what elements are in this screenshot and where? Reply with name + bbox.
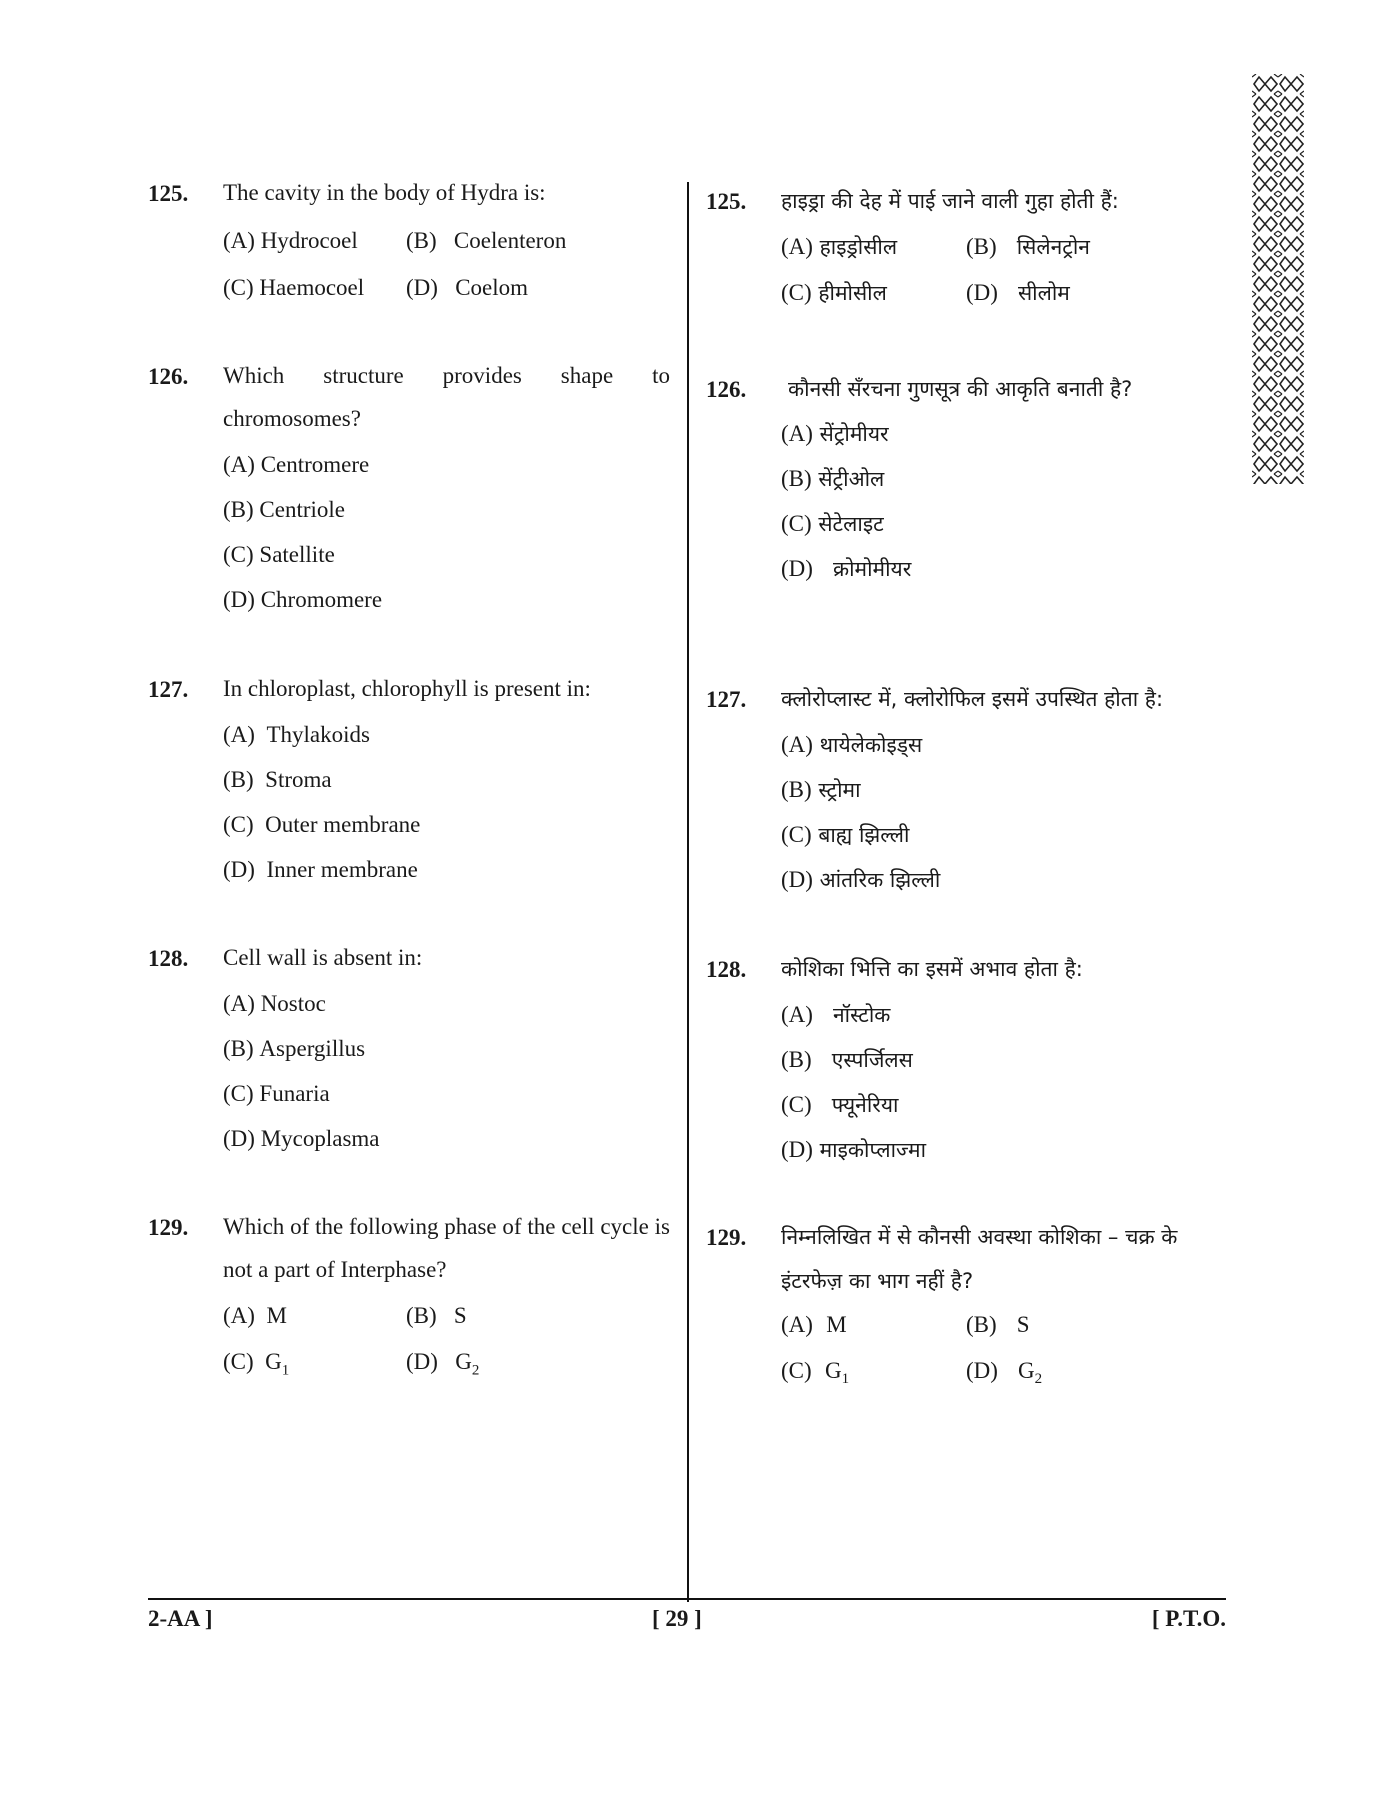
option-c bbox=[781, 821, 909, 849]
option-label: (D) bbox=[223, 587, 255, 612]
option-text: G bbox=[455, 1349, 472, 1374]
option-text: Mycoplasma bbox=[260, 1126, 380, 1151]
option-b bbox=[966, 233, 1090, 261]
option-c bbox=[781, 279, 887, 307]
option-label: (D) bbox=[781, 867, 813, 892]
option-text: Haemocoel bbox=[259, 275, 365, 300]
pto-label: [ P.T.O. bbox=[1151, 1606, 1226, 1631]
option-label: (B) bbox=[406, 1303, 437, 1328]
option-label: (A) bbox=[223, 228, 255, 253]
option-c bbox=[781, 1358, 849, 1388]
option-text: Coelenteron bbox=[453, 228, 567, 253]
option-text: M bbox=[266, 1303, 287, 1328]
booklet-code: 2-AA ] bbox=[148, 1606, 213, 1631]
option-label: (A) bbox=[781, 234, 813, 259]
option-label: (B) bbox=[223, 767, 254, 792]
option-label: (B) bbox=[223, 497, 254, 522]
question-text: कौनसी सँरचना गुणसूत्र की आकृति बनाती है? bbox=[788, 377, 1133, 401]
option-text: सीलोम bbox=[1017, 281, 1070, 305]
option-subscript: 2 bbox=[471, 1362, 480, 1379]
option-a bbox=[223, 991, 326, 1017]
option-c bbox=[223, 812, 420, 838]
option-label: (A) bbox=[781, 1002, 813, 1027]
option-a bbox=[781, 1001, 890, 1029]
option-label: (C) bbox=[223, 812, 254, 837]
question-text: हाइड्रा की देह में पाई जाने वाली गुहा होती हैं: bbox=[781, 189, 1119, 213]
question-text: कोशिका भित्ति का इसमें अभाव होता है: bbox=[781, 957, 1083, 981]
question-text: क्लोरोप्लास्ट में, क्लोरोफिल इसमें उपस्थित होता है: bbox=[781, 687, 1164, 711]
option-subscript: 1 bbox=[841, 1371, 850, 1388]
option-label: (D) bbox=[223, 1126, 255, 1151]
option-label: (D) bbox=[966, 1358, 998, 1383]
question-text: In chloroplast, chlorophyll is present in: bbox=[223, 676, 591, 701]
option-b bbox=[406, 1303, 467, 1329]
option-c bbox=[223, 1081, 330, 1107]
question-number: 126. bbox=[148, 364, 189, 389]
question-number: 127. bbox=[706, 687, 747, 712]
option-c bbox=[781, 1091, 898, 1119]
option-c bbox=[223, 542, 335, 568]
option-label: (A) bbox=[223, 1303, 255, 1328]
option-subscript: 2 bbox=[1034, 1371, 1043, 1388]
option-d bbox=[223, 1126, 380, 1152]
option-label: (D) bbox=[223, 857, 255, 882]
option-text: Thylakoids bbox=[266, 722, 370, 747]
option-label: (A) bbox=[781, 732, 813, 757]
option-d bbox=[781, 1136, 926, 1164]
option-text: हाइड्रोसील bbox=[819, 235, 898, 259]
option-a bbox=[223, 452, 369, 478]
question-text: The cavity in the body of Hydra is: bbox=[223, 180, 546, 205]
option-text: M bbox=[826, 1312, 847, 1337]
option-label: (D) bbox=[406, 275, 438, 300]
option-b bbox=[223, 497, 345, 523]
option-d bbox=[223, 587, 382, 613]
option-label: (B) bbox=[781, 777, 812, 802]
option-text: Aspergillus bbox=[259, 1036, 366, 1061]
question-text: निम्नलिखित में से कौनसी अवस्था कोशिका – चक्र के इंटरफेज़ का भाग नहीं है? bbox=[781, 1225, 1178, 1293]
question-text: Cell wall is absent in: bbox=[223, 945, 423, 970]
option-text: Stroma bbox=[265, 767, 332, 792]
option-label: (C) bbox=[223, 1349, 254, 1374]
option-a bbox=[781, 1312, 847, 1338]
option-text: Nostoc bbox=[260, 991, 326, 1016]
option-text: Centriole bbox=[259, 497, 346, 522]
option-label: (B) bbox=[781, 466, 812, 491]
option-b bbox=[223, 1036, 365, 1062]
option-label: (A) bbox=[781, 1312, 813, 1337]
option-label: (D) bbox=[406, 1349, 438, 1374]
option-label: (A) bbox=[223, 991, 255, 1016]
option-text: बाह्य झिल्ली bbox=[818, 823, 910, 847]
option-text: Coelom bbox=[455, 275, 529, 300]
option-d bbox=[223, 857, 418, 883]
question-text: Which structure provides shape to chromosomes? bbox=[223, 363, 670, 431]
option-label: (C) bbox=[781, 1092, 812, 1117]
option-c bbox=[223, 275, 364, 301]
option-text: Satellite bbox=[259, 542, 335, 567]
option-label: (A) bbox=[781, 421, 813, 446]
option-text: G bbox=[1017, 1358, 1035, 1383]
option-text: थायेलेकोइड्स bbox=[819, 733, 923, 757]
option-text: फ्यूनेरिया bbox=[831, 1093, 899, 1117]
option-text: Chromomere bbox=[260, 587, 383, 612]
option-text: G bbox=[265, 1349, 282, 1374]
option-label: (D) bbox=[781, 1137, 813, 1162]
option-label: (D) bbox=[966, 280, 998, 305]
option-b bbox=[781, 465, 884, 493]
option-text: Funaria bbox=[259, 1081, 330, 1106]
option-label: (C) bbox=[781, 1358, 812, 1383]
option-d bbox=[406, 1349, 479, 1380]
question-number: 126. bbox=[706, 377, 747, 402]
option-text: सेंट्रोमीयर bbox=[819, 422, 889, 446]
option-d bbox=[781, 555, 911, 583]
option-label: (B) bbox=[406, 228, 437, 253]
option-text: सेंट्रीओल bbox=[818, 467, 885, 491]
option-label: (B) bbox=[781, 1047, 812, 1072]
option-text: Inner membrane bbox=[266, 857, 418, 882]
option-c bbox=[223, 1349, 289, 1380]
option-label: (B) bbox=[966, 1312, 997, 1337]
option-a bbox=[781, 233, 897, 261]
option-text: G bbox=[825, 1358, 842, 1383]
question-number: 125. bbox=[706, 189, 747, 214]
option-label: (B) bbox=[966, 234, 997, 259]
option-text: S bbox=[453, 1303, 467, 1328]
option-a bbox=[781, 420, 889, 448]
question-text: Which of the following phase of the cell cycle is not a part of Interphase? bbox=[223, 1214, 670, 1282]
option-b bbox=[781, 776, 861, 804]
option-text: Outer membrane bbox=[265, 812, 421, 837]
question-number: 128. bbox=[706, 957, 747, 982]
option-text: Hydrocoel bbox=[260, 228, 358, 253]
option-text: सेटेलाइट bbox=[818, 512, 884, 536]
option-label: (C) bbox=[223, 542, 254, 567]
option-label: (C) bbox=[223, 275, 254, 300]
footer-rule bbox=[148, 1598, 1226, 1600]
option-label: (A) bbox=[223, 452, 255, 477]
option-b bbox=[781, 1046, 913, 1074]
option-label: (C) bbox=[781, 280, 812, 305]
option-text: S bbox=[1016, 1312, 1030, 1337]
question-number: 129. bbox=[148, 1215, 189, 1240]
option-a bbox=[223, 1303, 287, 1329]
page-number: [ 29 ] bbox=[652, 1606, 702, 1631]
option-text: स्ट्रोमा bbox=[818, 778, 861, 802]
option-text: आंतरिक झिल्ली bbox=[819, 868, 941, 892]
option-d bbox=[406, 275, 528, 301]
option-text: सिलेनट्रोन bbox=[1016, 235, 1090, 259]
option-text: माइकोप्लाज्मा bbox=[819, 1138, 927, 1162]
question-number: 125. bbox=[148, 181, 189, 206]
option-b bbox=[966, 1312, 1030, 1338]
question-number: 127. bbox=[148, 677, 189, 702]
question-number: 128. bbox=[148, 946, 189, 971]
option-d bbox=[966, 1358, 1042, 1388]
option-text: एस्पर्जिलस bbox=[831, 1048, 913, 1072]
option-a bbox=[781, 731, 922, 759]
option-c bbox=[781, 510, 884, 538]
option-label: (C) bbox=[781, 511, 812, 536]
option-d bbox=[781, 866, 940, 894]
option-text: क्रोमोमीयर bbox=[832, 557, 912, 581]
option-label: (D) bbox=[781, 556, 813, 581]
option-d bbox=[966, 279, 1070, 307]
column-divider bbox=[687, 182, 689, 1602]
option-text: Centromere bbox=[260, 452, 370, 477]
option-label: (C) bbox=[781, 822, 812, 847]
side-pattern-decoration bbox=[1252, 74, 1304, 484]
option-text: नॉस्टोक bbox=[832, 1003, 891, 1027]
option-text: हीमोसील bbox=[818, 281, 887, 305]
option-subscript: 1 bbox=[281, 1362, 290, 1379]
option-label: (C) bbox=[223, 1081, 254, 1106]
option-a bbox=[223, 228, 358, 254]
option-b bbox=[406, 228, 566, 254]
option-b bbox=[223, 767, 332, 793]
question-number: 129. bbox=[706, 1225, 747, 1250]
option-a bbox=[223, 722, 370, 748]
option-label: (A) bbox=[223, 722, 255, 747]
option-label: (B) bbox=[223, 1036, 254, 1061]
